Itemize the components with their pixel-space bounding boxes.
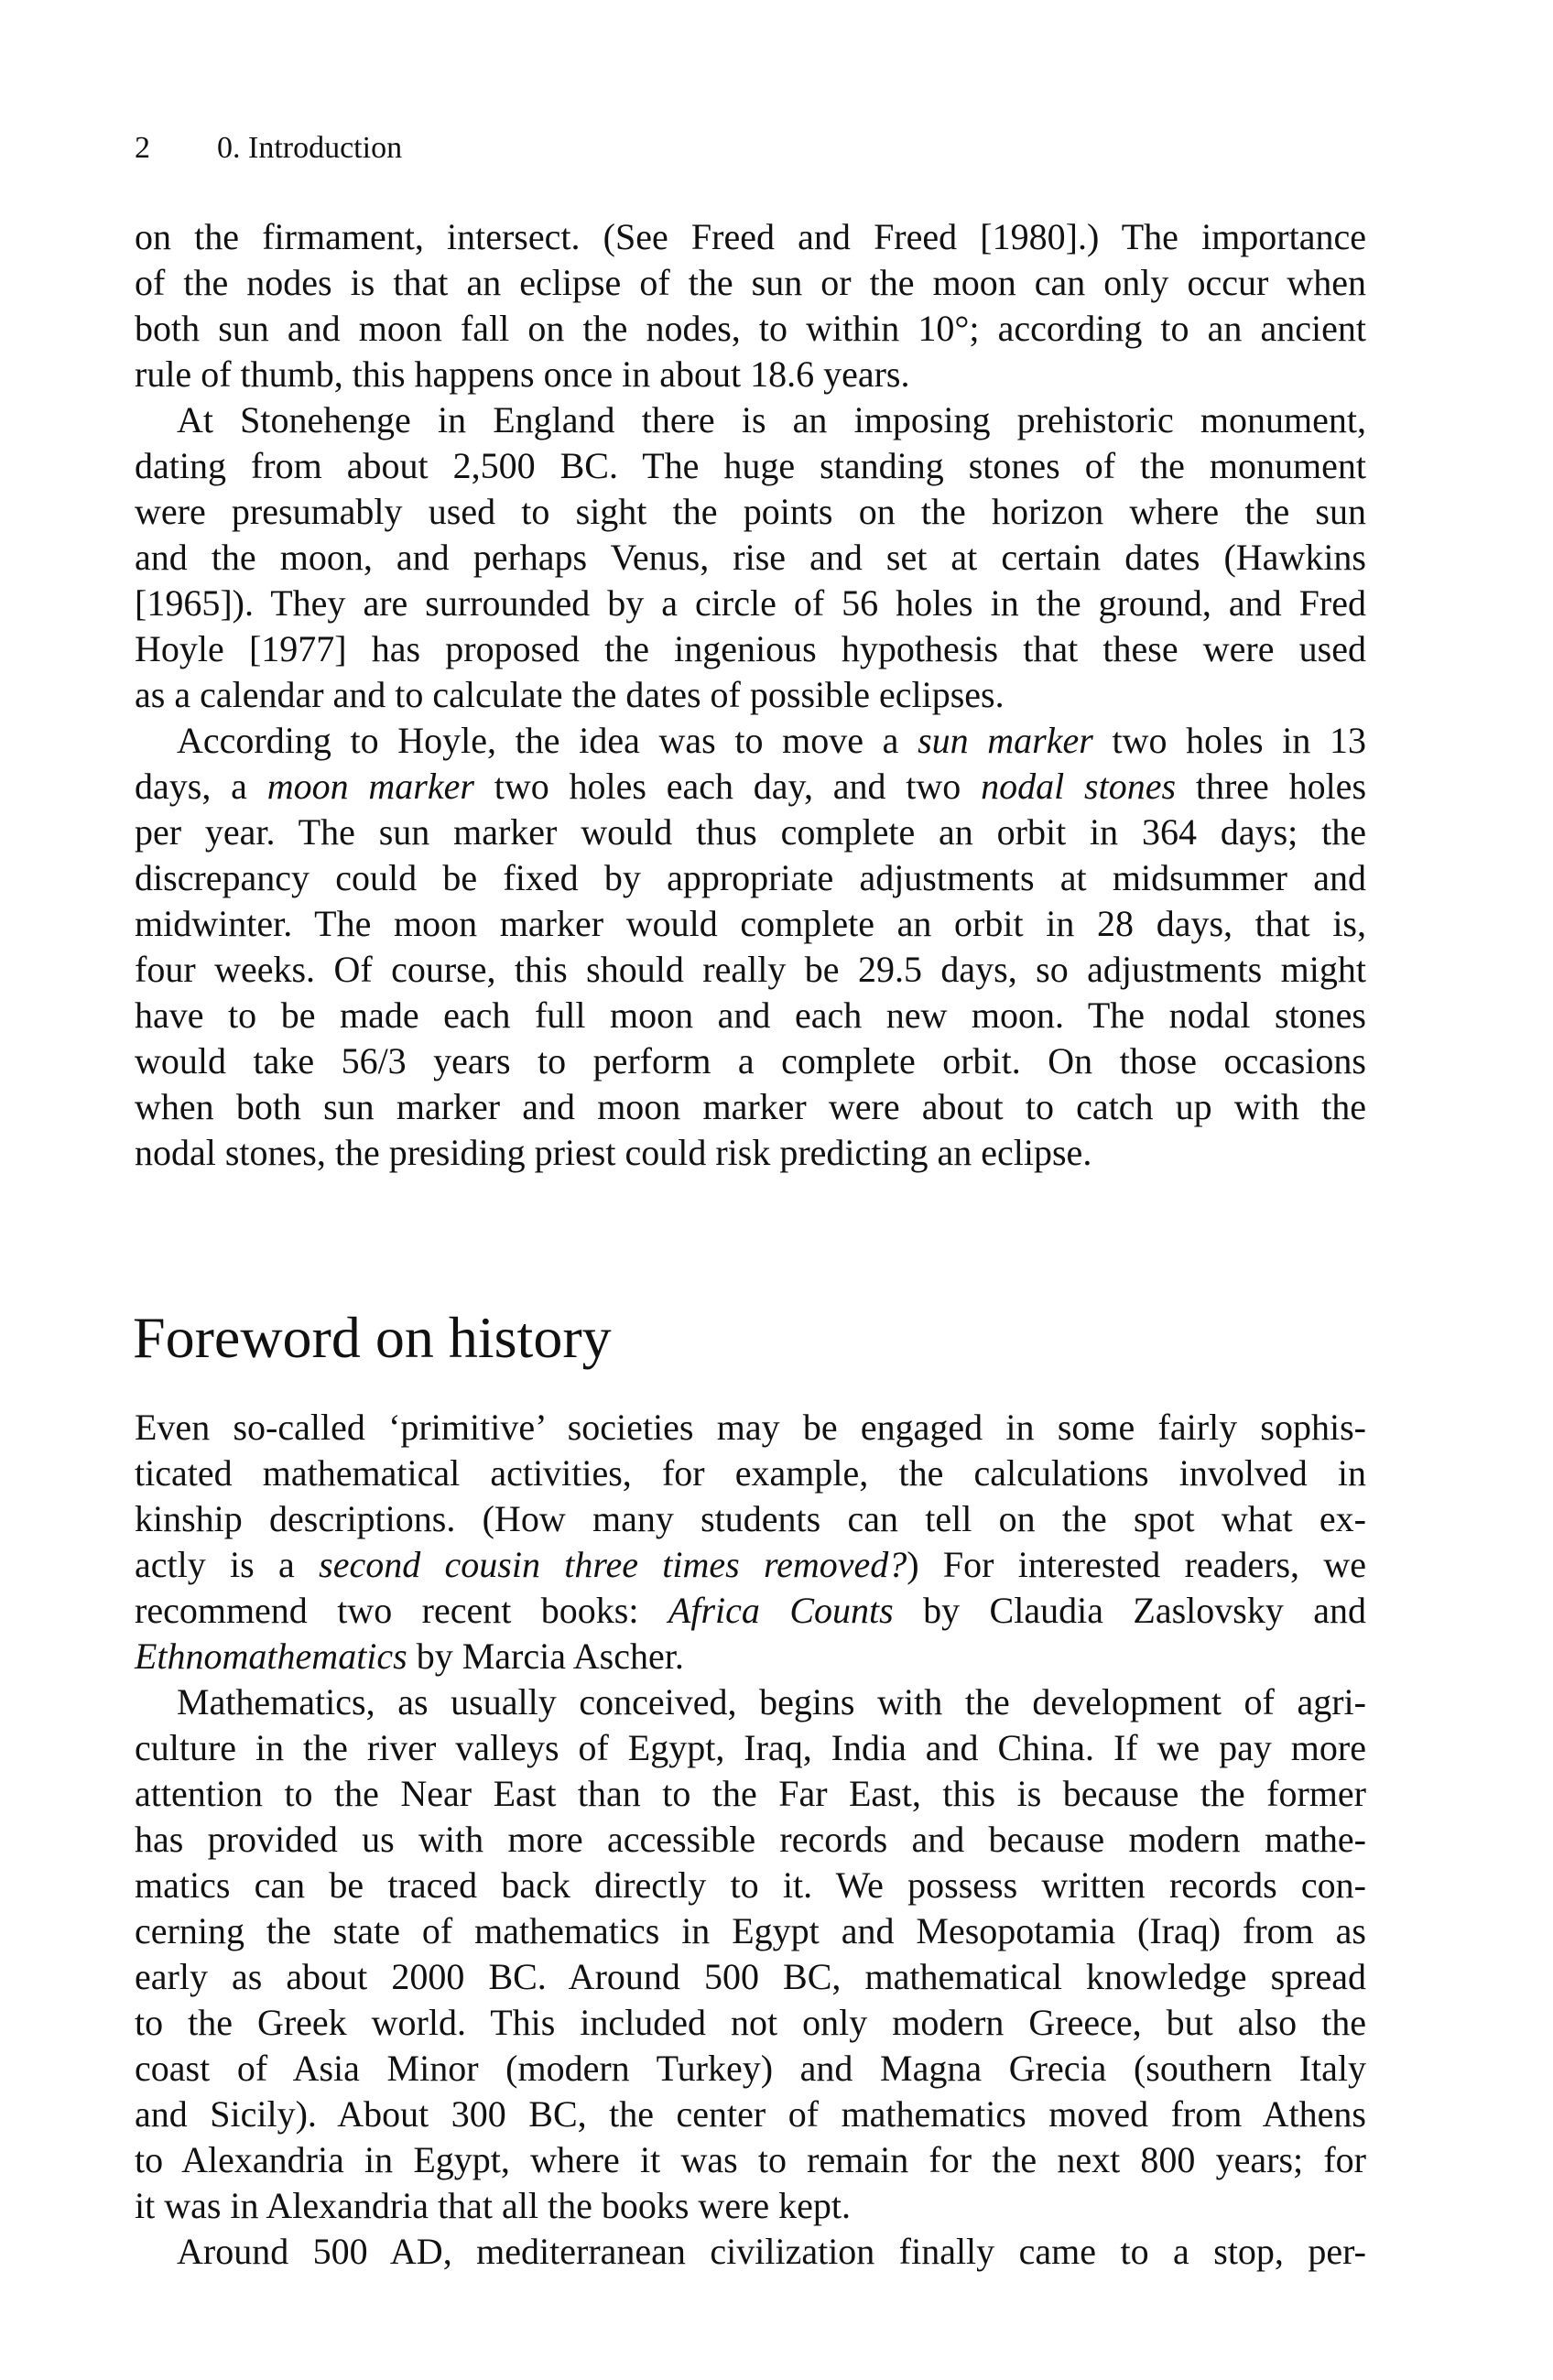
- text-run: coast of Asia Minor (modern Turkey) and Magna Grecia (southern Italy: [135, 2048, 1366, 2089]
- page-number: 2: [135, 131, 150, 165]
- text-line: [135, 1725, 1366, 1771]
- text-line: [135, 947, 1366, 993]
- text-run: would take 56/3 years to perform a complete orbit. On those occasions: [135, 1040, 1366, 1081]
- text-run: According to Hoyle, the idea was to move a: [177, 720, 918, 761]
- text-line: [135, 1634, 1366, 1679]
- text-run: by Marcia Ascher.: [407, 1636, 684, 1677]
- text-run: and Sicily). About 300 BC, the center of mathematics moved from Athens: [135, 2093, 1366, 2135]
- text-line: [135, 397, 1366, 443]
- text-line: [135, 718, 1366, 764]
- text-run: Hoyle [1977] has proposed the ingenious hypothesis that these were used: [135, 628, 1366, 669]
- text-run: kinship descriptions. (How many students can tell on the spot what ex-: [135, 1498, 1366, 1539]
- text-run: were presumably used to sight the points on the horizon where the sun: [135, 491, 1366, 532]
- text-run: two holes in 13: [1092, 720, 1367, 761]
- text-line: [135, 489, 1366, 535]
- text-line: [135, 2183, 1366, 2229]
- text-run: nodal stones, the presiding priest could risk predicting an eclipse.: [135, 1132, 1092, 1173]
- text-line: [135, 672, 1366, 718]
- text-line: [135, 2229, 1366, 2275]
- text-line: [135, 214, 1366, 260]
- text-line: [135, 352, 1366, 397]
- emphasized-text: Africa Counts: [668, 1590, 894, 1631]
- text-run: At Stonehenge in England there is an imposing prehistoric monument,: [177, 399, 1366, 440]
- emphasized-text: sun marker: [918, 720, 1093, 761]
- text-run: attention to the Near East than to the Far East, this is because the former: [135, 1773, 1366, 1814]
- text-run: Mathematics, as usually conceived, begins with the development of agri-: [177, 1681, 1366, 1723]
- text-line: [135, 535, 1366, 581]
- text-run: as a calendar and to calculate the dates of possible eclipses.: [135, 674, 1005, 715]
- text-line: [135, 306, 1366, 352]
- text-run: Around 500 AD, mediterranean civilization finally came to a stop, per-: [177, 2231, 1366, 2272]
- text-line: [135, 1405, 1366, 1451]
- text-line: [135, 1130, 1366, 1176]
- text-run: culture in the river valleys of Egypt, Iraq, India and China. If we pay more: [135, 1727, 1366, 1768]
- text-line: [135, 1496, 1366, 1542]
- text-line: [135, 993, 1366, 1038]
- text-line: [135, 1451, 1366, 1496]
- text-run: early as about 2000 BC. Around 500 BC, mathematical knowledge spread: [135, 1956, 1366, 1997]
- text-line: [135, 581, 1366, 626]
- text-line: [135, 1084, 1366, 1130]
- text-run: to Alexandria in Egypt, where it was to remain for the next 800 years; for: [135, 2139, 1366, 2180]
- text-line: [135, 1908, 1366, 1954]
- text-line: [135, 1588, 1366, 1634]
- text-line: [135, 1679, 1366, 1725]
- text-line: [135, 443, 1366, 489]
- text-line: [135, 810, 1366, 855]
- text-line: [135, 764, 1366, 810]
- chapter-title: 0. Introduction: [217, 131, 403, 165]
- text-run: both sun and moon fall on the nodes, to within 10°; according to an ancient: [135, 308, 1366, 349]
- body-text-block: [135, 1405, 1366, 2275]
- text-line: [135, 1863, 1366, 1908]
- text-run: cerning the state of mathematics in Egypt and Mesopotamia (Iraq) from as: [135, 1910, 1366, 1951]
- text-run: [1965]). They are surrounded by a circle of 56 holes in the ground, and Fred: [135, 582, 1366, 624]
- text-run: rule of thumb, this happens once in about 18.6 years.: [135, 353, 910, 395]
- text-run: matics can be traced back directly to it. We possess written records con-: [135, 1864, 1366, 1906]
- text-run: three holes: [1176, 766, 1367, 807]
- text-line: [135, 1771, 1366, 1817]
- text-run: per year. The sun marker would thus complete an orbit in 364 days; the: [135, 811, 1366, 853]
- text-run: on the firmament, intersect. (See Freed and Freed [1980].) The importance: [135, 216, 1366, 257]
- text-run: ) For interested readers, we: [907, 1544, 1367, 1585]
- text-run: of the nodes is that an eclipse of the sun or the moon can only occur when: [135, 262, 1366, 303]
- emphasized-text: Ethnomathematics: [135, 1636, 407, 1677]
- text-run: by Claudia Zaslovsky and: [893, 1590, 1367, 1631]
- text-run: four weeks. Of course, this should really be 29.5 days, so adjustments might: [135, 949, 1366, 990]
- text-run: discrepancy could be fixed by appropriate adjustments at midsummer and: [135, 857, 1366, 898]
- section-heading: Foreword on history: [133, 1305, 612, 1370]
- text-run: have to be made each full moon and each new moon. The nodal stones: [135, 994, 1366, 1036]
- text-run: actly is a: [135, 1544, 320, 1585]
- text-run: has provided us with more accessible records and because modern mathe-: [135, 1819, 1366, 1860]
- text-line: [135, 626, 1366, 672]
- body-text-block: [135, 214, 1366, 1176]
- text-line: [135, 260, 1366, 306]
- text-run: it was in Alexandria that all the books were kept.: [135, 2185, 852, 2226]
- text-run: recommend two recent books:: [135, 1590, 668, 1631]
- emphasized-text: moon marker: [266, 766, 474, 807]
- text-line: [135, 855, 1366, 901]
- text-run: to the Greek world. This included not only modern Greece, but also the: [135, 2002, 1366, 2043]
- emphasized-text: nodal stones: [981, 766, 1177, 807]
- text-run: two holes each day, and two: [473, 766, 982, 807]
- text-run: days, a: [135, 766, 267, 807]
- text-run: Even so-called ‘primitive’ societies may be engaged in some fairly sophis-: [135, 1407, 1366, 1448]
- text-run: dating from about 2,500 BC. The huge standing stones of the monument: [135, 445, 1366, 486]
- text-run: and the moon, and perhaps Venus, rise and set at certain dates (Hawkins: [135, 537, 1366, 578]
- text-run: midwinter. The moon marker would complete an orbit in 28 days, that is,: [135, 903, 1366, 944]
- text-line: [135, 1954, 1366, 2000]
- text-line: [135, 1542, 1366, 1588]
- text-line: [135, 2092, 1366, 2137]
- text-line: [135, 1817, 1366, 1863]
- text-line: [135, 2046, 1366, 2092]
- running-header: [135, 130, 403, 167]
- text-line: [135, 2137, 1366, 2183]
- text-line: [135, 1038, 1366, 1084]
- text-run: ticated mathematical activities, for example, the calculations involved in: [135, 1452, 1366, 1494]
- text-run: when both sun marker and moon marker were about to catch up with the: [135, 1086, 1366, 1127]
- text-line: [135, 2000, 1366, 2046]
- emphasized-text: second cousin three times removed?: [319, 1544, 907, 1585]
- text-line: [135, 901, 1366, 947]
